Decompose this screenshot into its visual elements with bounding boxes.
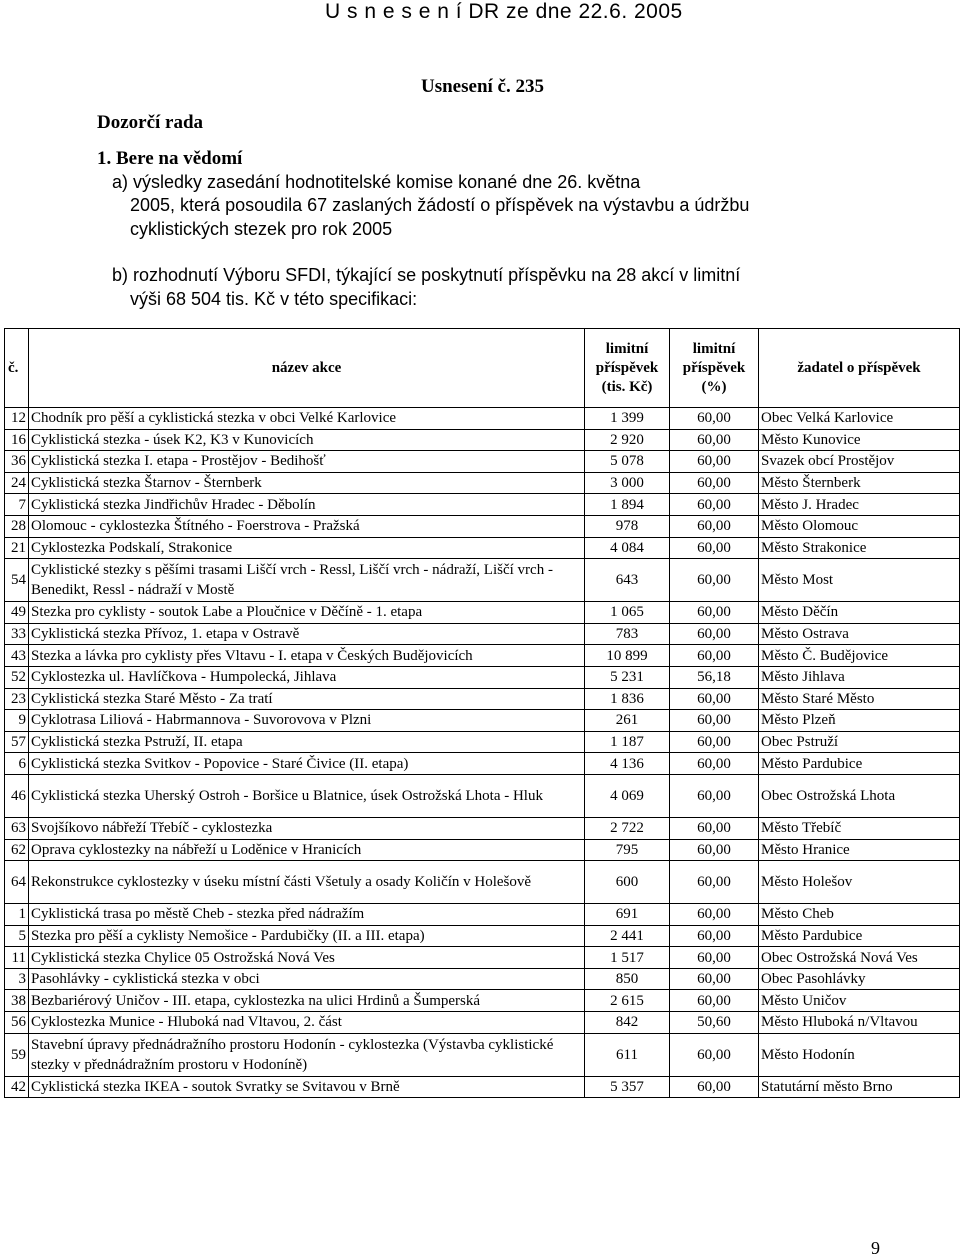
row-percent: 60,00 xyxy=(670,494,759,516)
row-percent: 60,00 xyxy=(670,537,759,559)
table-row xyxy=(5,666,960,688)
row-action-name: Cyklistická stezka - úsek K2, K3 v Kunovicích xyxy=(29,429,585,451)
row-number: 57 xyxy=(5,731,29,753)
header-number: č. xyxy=(5,329,29,408)
row-action-name: Cyklistická stezka Svitkov - Popovice - Staré Čivice (II. etapa) xyxy=(29,753,585,775)
row-number: 5 xyxy=(5,925,29,947)
row-applicant: Svazek obcí Prostějov xyxy=(759,451,960,473)
row-percent: 60,00 xyxy=(670,947,759,969)
row-percent: 60,00 xyxy=(670,623,759,645)
row-percent: 60,00 xyxy=(670,429,759,451)
row-amount: 691 xyxy=(585,904,670,926)
row-number: 42 xyxy=(5,1076,29,1098)
subsidy-table xyxy=(4,328,960,1098)
row-action-name: Cyklistická stezka Přívoz, 1. etapa v Ostravě xyxy=(29,623,585,645)
row-number: 43 xyxy=(5,645,29,667)
table-row xyxy=(5,774,960,817)
row-amount: 4 084 xyxy=(585,537,670,559)
row-percent: 60,00 xyxy=(670,839,759,861)
table-row xyxy=(5,710,960,732)
row-applicant: Obec Velká Karlovice xyxy=(759,408,960,430)
table-row xyxy=(5,408,960,430)
row-amount: 261 xyxy=(585,710,670,732)
row-amount: 1 836 xyxy=(585,688,670,710)
row-number: 6 xyxy=(5,753,29,775)
row-number: 28 xyxy=(5,515,29,537)
row-action-name: Cyklotrasa Liliová - Habrmannova - Suvorovova v Plzni xyxy=(29,710,585,732)
row-applicant: Město Cheb xyxy=(759,904,960,926)
row-action-name: Cyklistická stezka Štarnov - Šternberk xyxy=(29,472,585,494)
row-amount: 842 xyxy=(585,1012,670,1034)
row-amount: 2 441 xyxy=(585,925,670,947)
table-row xyxy=(5,968,960,990)
row-applicant: Město Kunovice xyxy=(759,429,960,451)
row-percent: 60,00 xyxy=(670,731,759,753)
row-amount: 2 615 xyxy=(585,990,670,1012)
page-number: 9 xyxy=(871,1238,880,1258)
row-amount: 1 894 xyxy=(585,494,670,516)
row-applicant: Město Olomouc xyxy=(759,515,960,537)
row-applicant: Město J. Hradec xyxy=(759,494,960,516)
table-row xyxy=(5,1033,960,1076)
row-amount: 1 065 xyxy=(585,602,670,624)
row-percent: 60,00 xyxy=(670,710,759,732)
row-action-name: Stezka a lávka pro cyklisty přes Vltavu - I. etapa v Českých Budějovicích xyxy=(29,645,585,667)
row-amount: 10 899 xyxy=(585,645,670,667)
row-percent: 60,00 xyxy=(670,1076,759,1098)
row-percent: 60,00 xyxy=(670,861,759,904)
row-percent: 60,00 xyxy=(670,968,759,990)
row-action-name: Stezka pro cyklisty - soutok Labe a Ploučnice v Děčíně - 1. etapa xyxy=(29,602,585,624)
row-amount: 2 722 xyxy=(585,817,670,839)
row-action-name: Cyklistické stezky s pěšími trasami Liščí vrch - Ressl, Liščí vrch - nádraží, Liščí vrch - Benedikt, Ressl - nádraží v Mostě xyxy=(29,559,585,602)
table-row xyxy=(5,904,960,926)
item-a-line-1: a) výsledky zasedání hodnotitelské komise konané dne 26. května xyxy=(112,172,641,192)
row-applicant: Město Hodonín xyxy=(759,1033,960,1076)
row-percent: 60,00 xyxy=(670,559,759,602)
row-applicant: Město Staré Město xyxy=(759,688,960,710)
row-action-name: Cyklostezka Podskalí, Strakonice xyxy=(29,537,585,559)
row-amount: 795 xyxy=(585,839,670,861)
row-number: 49 xyxy=(5,602,29,624)
row-applicant: Město Děčín xyxy=(759,602,960,624)
item-a-line-2: 2005, která posoudila 67 zaslaných žádostí o příspěvek na výstavbu a údržbu xyxy=(130,195,750,215)
row-applicant: Město Uničov xyxy=(759,990,960,1012)
row-applicant: Město Č. Budějovice xyxy=(759,645,960,667)
row-amount: 611 xyxy=(585,1033,670,1076)
item-b-line-1: b) rozhodnutí Výboru SFDI, týkající se poskytnutí příspěvku na 28 akcí v limitní xyxy=(112,265,741,285)
header-percent-line-3: (%) xyxy=(701,378,727,395)
table-row xyxy=(5,731,960,753)
row-action-name: Cyklistická stezka Staré Město - Za tratí xyxy=(29,688,585,710)
row-action-name: Bezbariérový Uničov - III. etapa, cyklostezka na ulici Hrdinů a Šumperská xyxy=(29,990,585,1012)
row-percent: 60,00 xyxy=(670,451,759,473)
table-row xyxy=(5,753,960,775)
row-action-name: Stezka pro pěší a cyklisty Nemošice - Pardubičky (II. a III. etapa) xyxy=(29,925,585,947)
row-amount: 2 920 xyxy=(585,429,670,451)
row-action-name: Cyklistická stezka IKEA - soutok Svratky se Svitavou v Brně xyxy=(29,1076,585,1098)
table-row xyxy=(5,990,960,1012)
row-number: 24 xyxy=(5,472,29,494)
row-applicant: Město Ostrava xyxy=(759,623,960,645)
header-applicant: žadatel o příspěvek xyxy=(759,329,960,408)
row-percent: 56,18 xyxy=(670,666,759,688)
row-number: 52 xyxy=(5,666,29,688)
table-row xyxy=(5,537,960,559)
row-applicant: Město Jihlava xyxy=(759,666,960,688)
row-amount: 3 000 xyxy=(585,472,670,494)
table-body xyxy=(5,408,960,1098)
row-number: 59 xyxy=(5,1033,29,1076)
table-row xyxy=(5,1012,960,1034)
row-action-name: Cyklistická trasa po městě Cheb - stezka před nádražím xyxy=(29,904,585,926)
board-name: Dozorčí rada xyxy=(97,112,204,133)
table-row xyxy=(5,839,960,861)
row-number: 3 xyxy=(5,968,29,990)
row-action-name: Chodník pro pěší a cyklistická stezka v obci Velké Karlovice xyxy=(29,408,585,430)
row-percent: 60,00 xyxy=(670,904,759,926)
row-percent: 60,00 xyxy=(670,408,759,430)
table-row xyxy=(5,515,960,537)
row-number: 9 xyxy=(5,710,29,732)
row-action-name: Stavební úpravy přednádražního prostoru Hodonín - cyklostezka (Výstavba cyklistické stezky v přednádražním prostoru v Hodoníně) xyxy=(29,1033,585,1076)
row-amount: 600 xyxy=(585,861,670,904)
row-applicant: Město Třebíč xyxy=(759,817,960,839)
item-b-line-2: výši 68 504 tis. Kč v této specifikaci: xyxy=(130,289,418,309)
row-action-name: Svojšíkovo nábřeží Třebíč - cyklostezka xyxy=(29,817,585,839)
item-a-line-3: cyklistických stezek pro rok 2005 xyxy=(130,219,393,239)
table-row xyxy=(5,688,960,710)
row-percent: 50,60 xyxy=(670,1012,759,1034)
row-percent: 60,00 xyxy=(670,817,759,839)
header-amount xyxy=(585,329,670,408)
row-percent: 60,00 xyxy=(670,774,759,817)
row-action-name: Cyklistická stezka Uherský Ostroh - Boršice u Blatnice, úsek Ostrožská Lhota - Hluk xyxy=(29,774,585,817)
row-applicant: Město Strakonice xyxy=(759,537,960,559)
header-percent xyxy=(670,329,759,408)
table-row xyxy=(5,559,960,602)
row-applicant: Město Hranice xyxy=(759,839,960,861)
row-amount: 1 399 xyxy=(585,408,670,430)
row-number: 23 xyxy=(5,688,29,710)
row-applicant: Město Pardubice xyxy=(759,925,960,947)
row-number: 33 xyxy=(5,623,29,645)
row-percent: 60,00 xyxy=(670,1033,759,1076)
header-amount-line-1: limitní xyxy=(605,340,649,357)
row-amount: 5 078 xyxy=(585,451,670,473)
row-applicant: Město Pardubice xyxy=(759,753,960,775)
table-row xyxy=(5,494,960,516)
table-row xyxy=(5,925,960,947)
header-action-name: název akce xyxy=(29,329,585,408)
row-applicant: Obec Ostrožská Lhota xyxy=(759,774,960,817)
table-row xyxy=(5,645,960,667)
row-number: 12 xyxy=(5,408,29,430)
row-amount: 850 xyxy=(585,968,670,990)
row-percent: 60,00 xyxy=(670,645,759,667)
row-percent: 60,00 xyxy=(670,753,759,775)
row-action-name: Cyklostezka Munice - Hluboká nad Vltavou, 2. část xyxy=(29,1012,585,1034)
row-percent: 60,00 xyxy=(670,472,759,494)
row-number: 7 xyxy=(5,494,29,516)
row-percent: 60,00 xyxy=(670,515,759,537)
page-header-title: U s n e s e n í DR ze dne 22.6. 2005 xyxy=(325,0,683,23)
row-amount: 1 187 xyxy=(585,731,670,753)
row-action-name: Cyklostezka ul. Havlíčkova - Humpolecká, Jihlava xyxy=(29,666,585,688)
table-row xyxy=(5,451,960,473)
row-number: 63 xyxy=(5,817,29,839)
row-amount: 5 357 xyxy=(585,1076,670,1098)
resolution-label: Usnesení č. 235 xyxy=(421,76,544,97)
header-amount-line-2: příspěvek xyxy=(595,359,659,376)
row-action-name: Cyklistická stezka I. etapa - Prostějov - Bedihošť xyxy=(29,451,585,473)
row-amount: 4 069 xyxy=(585,774,670,817)
row-amount: 783 xyxy=(585,623,670,645)
row-applicant: Obec Pstruží xyxy=(759,731,960,753)
header-amount-line-3: (tis. Kč) xyxy=(601,378,653,395)
table-row xyxy=(5,472,960,494)
row-applicant: Město Plzeň xyxy=(759,710,960,732)
row-percent: 60,00 xyxy=(670,925,759,947)
row-applicant: Obec Ostrožská Nová Ves xyxy=(759,947,960,969)
row-amount: 4 136 xyxy=(585,753,670,775)
row-number: 54 xyxy=(5,559,29,602)
row-number: 46 xyxy=(5,774,29,817)
row-applicant: Město Šternberk xyxy=(759,472,960,494)
header-percent-line-1: limitní xyxy=(692,340,736,357)
table-header-row xyxy=(5,329,960,408)
row-number: 16 xyxy=(5,429,29,451)
row-amount: 978 xyxy=(585,515,670,537)
row-applicant: Město Holešov xyxy=(759,861,960,904)
table-row xyxy=(5,602,960,624)
table-row xyxy=(5,947,960,969)
row-number: 36 xyxy=(5,451,29,473)
row-action-name: Cyklistická stezka Jindřichův Hradec - Děbolín xyxy=(29,494,585,516)
row-percent: 60,00 xyxy=(670,990,759,1012)
row-number: 56 xyxy=(5,1012,29,1034)
table-row xyxy=(5,1076,960,1098)
row-applicant: Město Hluboká n/Vltavou xyxy=(759,1012,960,1034)
row-action-name: Olomouc - cyklostezka Štítného - Foerstrova - Pražská xyxy=(29,515,585,537)
table-row xyxy=(5,429,960,451)
row-amount: 5 231 xyxy=(585,666,670,688)
row-action-name: Oprava cyklostezky na nábřeží u Loděnice v Hranicích xyxy=(29,839,585,861)
row-action-name: Cyklistická stezka Chylice 05 Ostrožská Nová Ves xyxy=(29,947,585,969)
table-row xyxy=(5,817,960,839)
header-percent-line-2: příspěvek xyxy=(682,359,746,376)
row-number: 11 xyxy=(5,947,29,969)
row-amount: 643 xyxy=(585,559,670,602)
row-applicant: Obec Pasohlávky xyxy=(759,968,960,990)
row-action-name: Rekonstrukce cyklostezky v úseku místní části Všetuly a osady Količín v Holešově xyxy=(29,861,585,904)
row-percent: 60,00 xyxy=(670,602,759,624)
row-amount: 1 517 xyxy=(585,947,670,969)
row-action-name: Cyklistická stezka Pstruží, II. etapa xyxy=(29,731,585,753)
row-percent: 60,00 xyxy=(670,688,759,710)
row-applicant: Statutární město Brno xyxy=(759,1076,960,1098)
section-heading: 1. Bere na vědomí xyxy=(97,148,243,169)
row-number: 21 xyxy=(5,537,29,559)
row-number: 64 xyxy=(5,861,29,904)
row-number: 1 xyxy=(5,904,29,926)
row-action-name: Pasohlávky - cyklistická stezka v obci xyxy=(29,968,585,990)
row-number: 38 xyxy=(5,990,29,1012)
table-row xyxy=(5,623,960,645)
row-number: 62 xyxy=(5,839,29,861)
row-applicant: Město Most xyxy=(759,559,960,602)
table-row xyxy=(5,861,960,904)
